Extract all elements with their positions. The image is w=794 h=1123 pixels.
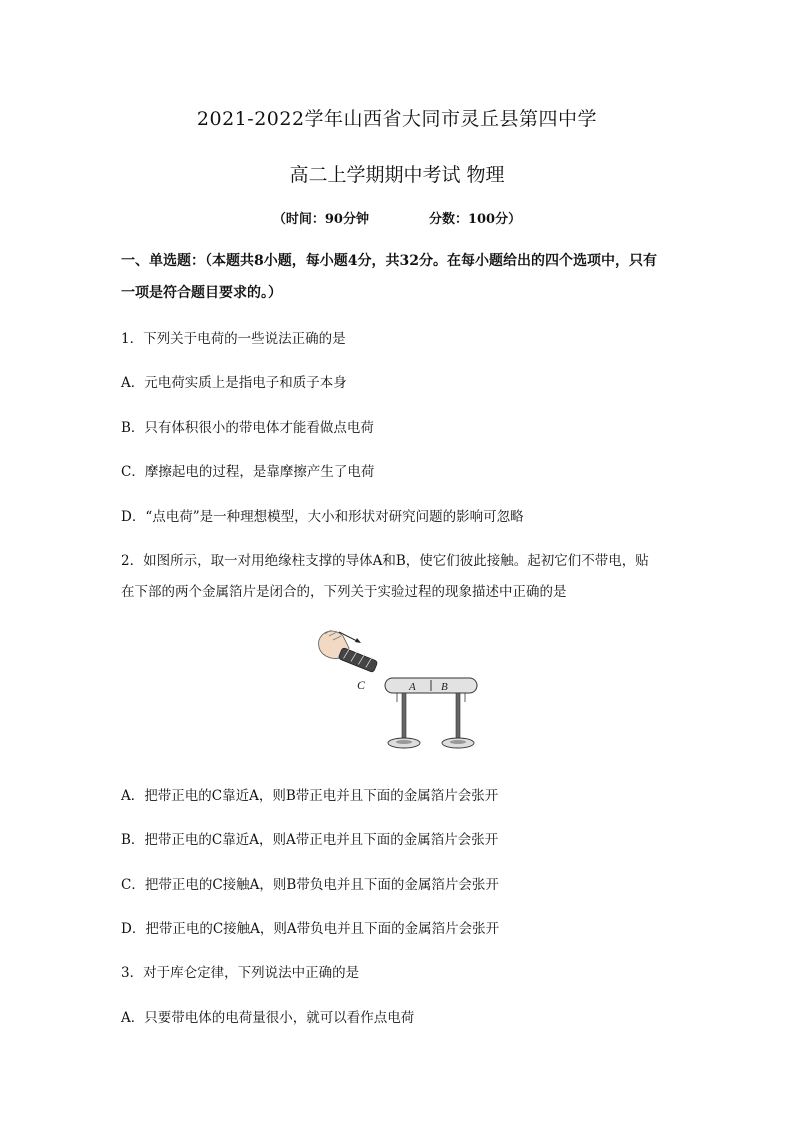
q1-option-a: A．元电荷实质上是指电子和质子本身 — [121, 375, 347, 391]
exam-subtitle: 高二上学期期中考试 物理 — [289, 164, 505, 186]
exam-meta — [0, 208, 794, 227]
q2-option-b: B．把带正电的C靠近A，则A带正电并且下面的金属箔片会张开 — [121, 832, 499, 848]
label-c: C — [357, 678, 366, 692]
label-a: A — [409, 681, 416, 693]
charged-rod — [338, 647, 378, 672]
q1-option-c: C．摩擦起电的过程，是靠摩擦产生了电荷 — [121, 464, 375, 480]
q1-option-d: D．“点电荷”是一种理想模型，大小和形状对研究问题的影响可忽略 — [121, 509, 524, 525]
section-heading-line2: 一项是符合题目要求的。） — [121, 285, 282, 301]
stand-right — [442, 693, 474, 748]
label-b: B — [441, 681, 448, 693]
q2-stem-line1: 2．如图所示，取一对用绝缘柱支撑的导体A和B，使它们彼此接触。起初它们不带电，贴 — [121, 553, 649, 569]
q2-option-d: D．把带正电的C接触A，则A带负电并且下面的金属箔片会张开 — [121, 921, 500, 937]
q1-option-b: B．只有体积很小的带电体才能看做点电荷 — [121, 420, 374, 436]
exam-score: 分数：100分） — [428, 212, 522, 227]
q1-stem: 1．下列关于电荷的一些说法正确的是 — [121, 331, 346, 347]
exam-time: （时间：90分钟 — [272, 212, 369, 227]
q2-option-a: A．把带正电的C靠近A，则B带正电并且下面的金属箔片会张开 — [121, 788, 499, 804]
stand-left — [388, 693, 420, 748]
conductor-ab — [385, 678, 477, 693]
q3-stem: 3．对于库仑定律，下列说法中正确的是 — [121, 965, 360, 981]
q3-option-a: A．只要带电体的电荷量很小，就可以看作点电荷 — [121, 1010, 415, 1026]
q2-stem-line2: 在下部的两个金属箔片是闭合的，下列关于实验过程的现象描述中正确的是 — [121, 584, 567, 600]
section-heading-line1: 一、单选题：（本题共8小题，每小题4分，共32分。在每小题给出的四个选项中，只有 — [121, 253, 657, 269]
conductor-figure — [313, 626, 483, 754]
exam-title: 2021-2022学年山西省大同市灵丘县第四中学 — [196, 108, 598, 130]
q2-option-c: C．把带正电的C接触A，则B带负电并且下面的金属箔片会张开 — [121, 877, 499, 893]
